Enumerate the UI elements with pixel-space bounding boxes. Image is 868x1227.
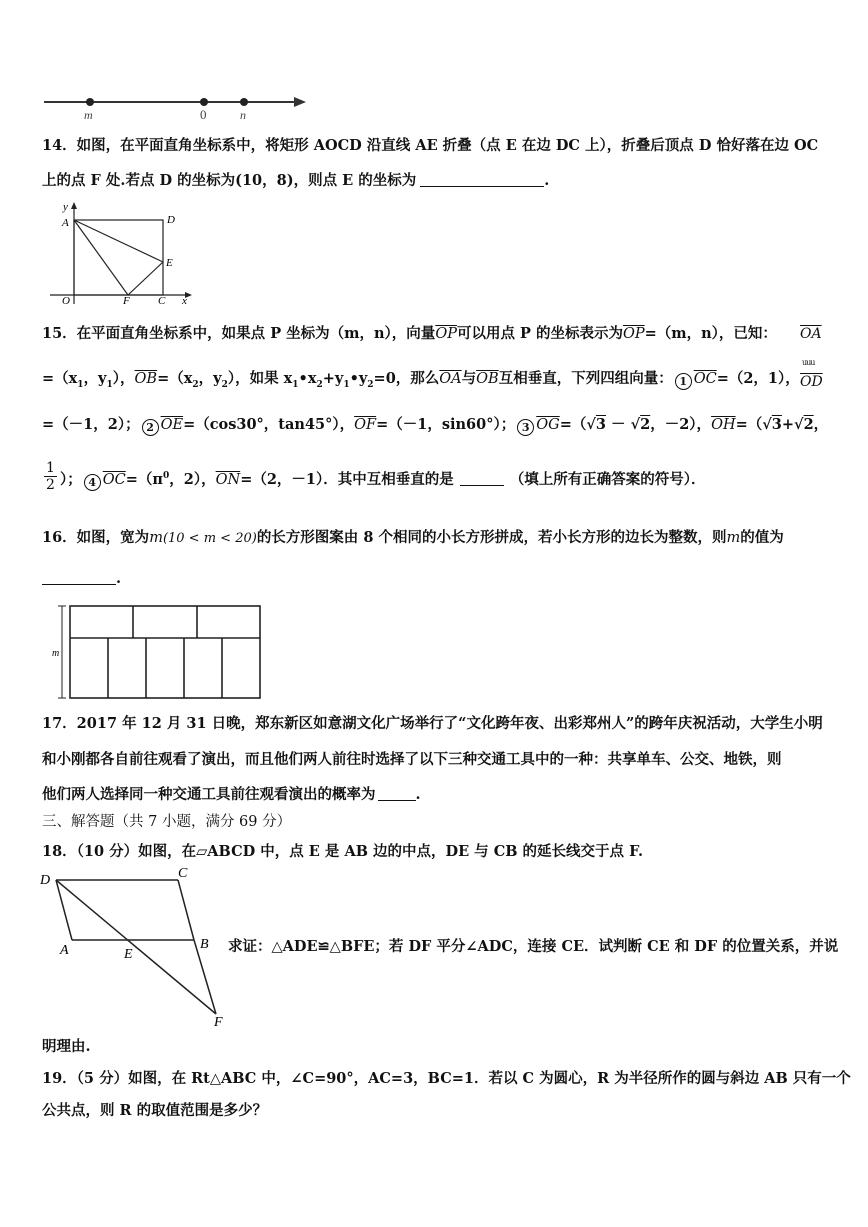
q15-fraction-den: 2	[46, 477, 55, 494]
q15-text-2b: ，y	[83, 370, 107, 387]
q15-vector-ob-2: $\overline{OB}$	[476, 371, 499, 387]
q15-text-4a: ）；	[60, 470, 82, 488]
q15-vector-arrow-marks: uuu	[802, 358, 815, 367]
q15-text-3h: +	[781, 416, 795, 433]
q15-vector-oa-right: $\overline{OA}$	[800, 326, 822, 342]
q16-text-1c: 的值为	[740, 529, 784, 546]
q16-text-1b: 的长方形图案由 8 个相同的小长方形拼成，若小长方形的边长为整数，则	[256, 529, 727, 546]
q14-fig-label-f: F	[123, 295, 130, 307]
q15-text-3a: =（－1，2）；	[42, 416, 140, 433]
q15-text-3e: －	[605, 416, 631, 433]
q16-text-1a: 16．如图，宽为	[42, 529, 150, 546]
number-line-label-n: n	[240, 108, 246, 122]
q15-text-1c: =（m，n），已知：	[644, 325, 777, 342]
q14-line-2	[42, 174, 549, 189]
q15-text-4b: =（π	[125, 470, 163, 488]
q17-answer-blank[interactable]	[378, 800, 416, 801]
q15-text-3i: ，	[813, 416, 829, 433]
q18-fig-label-d: D	[40, 873, 51, 888]
q17-line-1: 17．2017 年 12 月 31 日晚，郑东新区如意湖文化广场举行了“文化跨年夜、出彩郑州人”的跨年庆祝活动，大学生小明	[42, 715, 823, 732]
q15-vector-oe: $\overline{OE}$	[160, 417, 184, 433]
q15-text-2c: ），	[112, 370, 135, 387]
q15-text-2k: 与	[461, 370, 477, 387]
q15-line-3: =（－1，2）； 2 $\overline{OE}=(\cos 30^\circ$，tan45°），$\overline{OF}=(-1$，sin60°）； 3 $\overline{OG}=(√3 - √2$，－2），$\overline{OH}=(√3+√2$，	[42, 416, 829, 434]
q18-fig-label-a: A	[60, 943, 69, 958]
q16-line-1	[42, 531, 784, 546]
section-3-heading: 三、解答题（共 7 小题，满分 69 分）	[42, 814, 292, 830]
q15-text-2j: =0，那么	[373, 370, 440, 387]
q14-fig-label-d: D	[167, 214, 175, 226]
q16-rectangle-figure	[48, 600, 264, 702]
q15-text-2a: =（x	[42, 370, 78, 387]
q18-line-1: 18．（10 分）如图，在▱ABCD 中，点 E 是 AB 边的中点，DE 与 CB 的延长线交于点 F.	[42, 843, 643, 860]
q15-vector-og: $\overline{OG}$	[536, 417, 560, 433]
q15-answer-blank[interactable]	[460, 485, 504, 486]
q15-fraction-half	[44, 460, 57, 493]
q15-text-3c: =（－1，sin60°）；	[376, 416, 516, 433]
q15-sqrt-2: 2	[640, 416, 651, 433]
q15-text-3f: ，－2），	[650, 416, 712, 433]
q15-text-2m: =（2，1），	[716, 370, 800, 387]
q15-text-1b: 可以用点 P 的坐标表示为	[456, 325, 623, 342]
q15-vector-ob: $\overline{OB}$	[134, 371, 158, 387]
q14-fig-label-c: C	[158, 295, 166, 307]
number-line-figure	[40, 88, 310, 122]
q15-vector-oc: $\overline{OC}$	[693, 371, 717, 387]
q18-fig-label-e: E	[124, 947, 133, 962]
q15-text-2l: 互相垂直，下列四组向量：	[498, 370, 673, 387]
q18-line-3: 明理由.	[42, 1038, 91, 1055]
q16-line-2	[42, 572, 121, 587]
q14-fig-label-o: O	[62, 295, 70, 307]
q15-sqrt-3b: 3	[771, 416, 782, 433]
q14-line-2-text: 上的点 F 处.若点 D 的坐标为(10，8)，则点 E 的坐标为	[42, 172, 417, 189]
q15-option-1-marker: 1	[675, 373, 692, 390]
q15-text-2i: •y	[349, 370, 368, 387]
q17-text-3a: 他们两人选择同一种交通工具前往观看演出的概率为	[42, 786, 376, 803]
q14-fig-label-x: x	[182, 295, 187, 307]
q18-fig-label-f: F	[214, 1015, 223, 1028]
q16-condition: (10 < m < 20)	[162, 531, 257, 546]
q15-line-4	[60, 472, 706, 491]
q15-text-4e: =（2，－1）．其中互相垂直的是	[240, 470, 454, 488]
q14-answer-blank[interactable]	[420, 186, 544, 187]
q15-fraction-num: 1	[46, 460, 55, 476]
q14-fig-label-y: y	[63, 201, 68, 213]
q15-vector-od: $\overline{OD}$	[800, 374, 823, 390]
q17-line-2: 和小刚都各自前往观看了演出，而且他们两人前往时选择了以下三种交通工具中的一种：共享单车、公交、地铁，则	[42, 751, 782, 768]
q18-fig-label-b: B	[200, 937, 209, 952]
q15-vector-op-2: $\overline{OP}$	[622, 326, 645, 342]
q14-rectangle-figure	[46, 200, 196, 308]
q15-text-2f: ），如果 x	[227, 370, 293, 387]
q15-vector-oa: $\overline{OA}$	[439, 371, 462, 387]
q15-text-4f: （填上所有正确答案的符号）．	[509, 470, 706, 488]
q15-text-3b: =（cos30°，tan45°），	[183, 416, 355, 433]
q18-line-2: 求证：△ADE≌△BFE；若 DF 平分∠ADC，连接 CE．试判断 CE 和 DF 的位置关系，并说	[228, 938, 839, 955]
number-line-label-m: m	[84, 108, 93, 122]
q16-var-m: m	[149, 530, 163, 546]
q15-text-1a: 15．在平面直角坐标系中，如果点 P 坐标为（m，n），向量	[42, 325, 436, 342]
q14-fig-label-e: E	[166, 257, 173, 269]
q15-vector-oc-2: $\overline{OC}$	[102, 471, 126, 488]
q17-line-3	[42, 788, 421, 803]
q15-text-2g: •x	[298, 370, 317, 387]
q16-answer-blank[interactable]	[42, 584, 116, 585]
q14-line-2-end: .	[544, 172, 550, 189]
q15-text-2e: ，y	[198, 370, 222, 387]
number-line-label-zero: 0	[200, 107, 207, 122]
q15-text-3d: =（	[559, 416, 587, 433]
q15-sqrt-2b: 2	[803, 416, 814, 433]
q19-line-2: 公共点，则 R 的取值范围是多少？	[42, 1102, 268, 1119]
q15-vector-on: $\overline{ON}$	[215, 471, 241, 488]
q18-fig-label-c: C	[178, 866, 188, 881]
q15-sqrt-3: 3	[595, 416, 606, 433]
q15-vector-op: $\overline{OP}$	[435, 326, 457, 342]
q16-var-m-2: m	[726, 530, 741, 546]
q14-fig-label-a: A	[62, 217, 69, 229]
q15-superscript-zero: 0	[163, 471, 170, 481]
q16-text-2: .	[116, 570, 122, 587]
q15-text-4d: ，2），	[169, 470, 216, 488]
q15-vector-of: $\overline{OF}$	[354, 417, 377, 433]
q18-parallelogram-figure	[36, 864, 232, 1028]
q15-option-4-marker: 4	[84, 474, 101, 491]
q17-text-3b: .	[415, 786, 421, 803]
q15-option-2-marker: 2	[142, 419, 159, 436]
q15-vector-oh: $\overline{OH}$	[711, 417, 736, 433]
q15-text-2h: +y	[322, 370, 344, 387]
q14-line-1: 14．如图，在平面直角坐标系中，将矩形 AOCD 沿直线 AE 折叠（点 E 在边 DC 上），折叠后顶点 D 恰好落在边 OC	[42, 137, 819, 154]
q15-text-3g: =（	[735, 416, 763, 433]
q19-line-1: 19．（5 分）如图，在 Rt△ABC 中，∠C=90°，AC=3，BC=1．若以 C 为圆心，R 为半径所作的圆与斜边 AB 只有一个	[42, 1070, 851, 1087]
q15-text-2d: =（x	[157, 370, 193, 387]
q15-option-3-marker: 3	[517, 419, 534, 436]
q15-line-2: $=(x_1$，$y_1$），$\overline{OB}=(x_2$，$y_2$），如果 $x_1•x_2+y_1•y_2=0$，那么$\overline{OA}$与$\overline{OB}$互相垂直，下列四组向量： 1 $\overline{OC}=(2$，1），	[42, 370, 800, 390]
q15-line-1	[42, 327, 777, 342]
q16-fig-label-m: m	[52, 648, 60, 659]
